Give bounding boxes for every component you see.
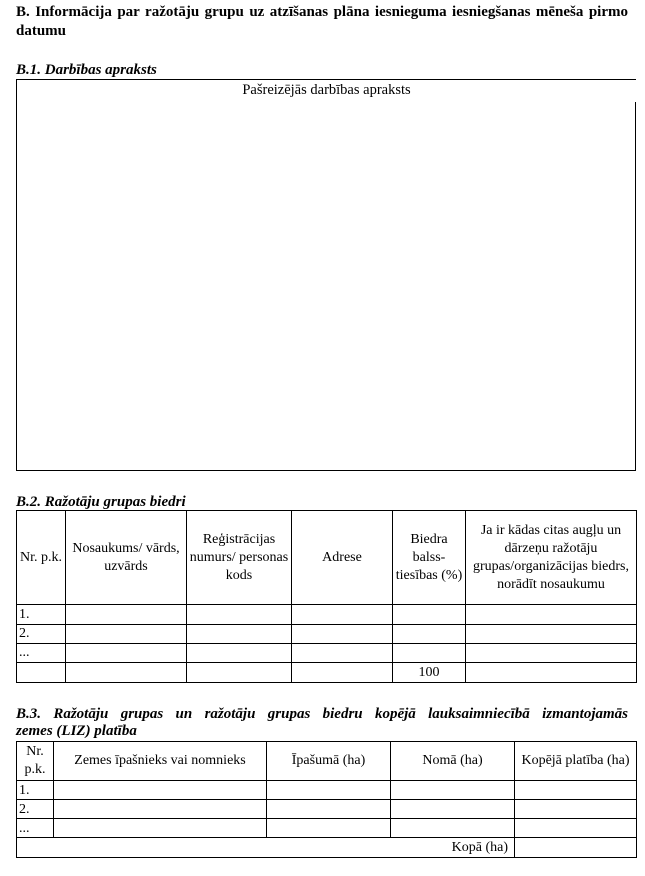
total-row <box>17 663 637 683</box>
table-row <box>17 781 637 800</box>
activity-description-label: Pašreizējās darbības apraksts <box>242 82 411 98</box>
section-b3-title-line1: B.3. Ražotāju grupas un ražotāju grupas biedru kopējā lauksaimniecībā izmantojamās <box>16 706 628 722</box>
col-nr: Nr. p.k. <box>17 742 54 781</box>
land-area-table <box>16 741 637 858</box>
col-voting-rights: Biedra balss- tiesības (%) <box>393 511 466 605</box>
members-table <box>16 510 637 683</box>
col-address: Adrese <box>292 511 393 605</box>
total-row <box>17 838 637 858</box>
col-owned: Īpašumā (ha) <box>267 742 391 781</box>
col-name: Nosaukums/ vārds, uzvārds <box>66 511 187 605</box>
col-total-area: Kopējā platība (ha) <box>515 742 637 781</box>
row-number: 2. <box>17 625 66 644</box>
section-b2-title: B.2. Ražotāju grupas biedri <box>16 494 186 510</box>
activity-description-box[interactable] <box>16 79 636 471</box>
table-row <box>17 819 637 838</box>
table-row <box>17 625 637 644</box>
col-leased: Nomā (ha) <box>391 742 515 781</box>
section-b1-title: B.1. Darbības apraksts <box>16 62 157 78</box>
total-area-cell[interactable] <box>515 838 637 858</box>
total-label: Kopā (ha) <box>17 838 515 858</box>
box-right-border <box>635 102 636 470</box>
col-other-membership: Ja ir kādas citas augļu un dārzeņu ražotāju grupas/organizācijas biedrs, norādīt nosaukumu <box>466 511 637 605</box>
section-b3-title-line2: zemes (LIZ) platība <box>16 723 137 739</box>
section-b3-title <box>16 706 628 740</box>
table-row <box>17 800 637 819</box>
voting-total: 100 <box>393 663 466 683</box>
col-nr: Nr. p.k. <box>17 511 66 605</box>
table-row <box>17 644 637 663</box>
col-registration: Reģistrācijas numurs/ personas kods <box>187 511 292 605</box>
row-number: 2. <box>17 800 54 819</box>
col-owner: Zemes īpašnieks vai nomnieks <box>54 742 267 781</box>
row-number: 1. <box>17 781 54 800</box>
page-heading: B. Informācija par ražotāju grupu uz atzīšanas plāna iesnieguma iesniegšanas mēneša pirmo datumu <box>16 4 628 39</box>
table-row <box>17 605 637 625</box>
row-number: ... <box>17 644 66 663</box>
row-number: ... <box>17 819 54 838</box>
row-number: 1. <box>17 605 66 625</box>
